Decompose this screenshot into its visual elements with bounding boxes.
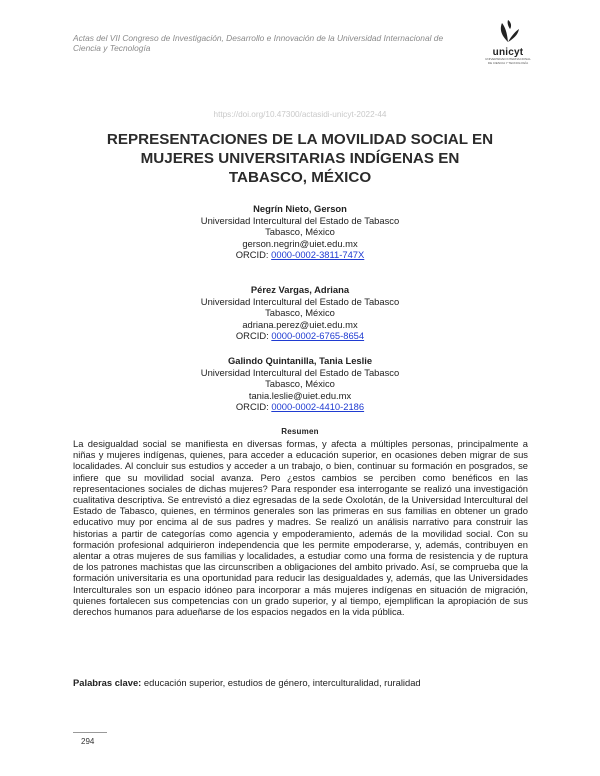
orcid-label: ORCID: bbox=[235, 401, 269, 413]
author-email[interactable]: adriana.perez@uiet.edu.mx bbox=[242, 318, 358, 330]
author-block bbox=[0, 284, 600, 342]
author-block bbox=[0, 355, 600, 413]
author-country: Tabasco, México bbox=[265, 307, 335, 319]
page-number: 294 bbox=[81, 737, 95, 746]
author-country: Tabasco, México bbox=[265, 378, 335, 390]
author-name: Negrín Nieto, Gerson bbox=[253, 203, 347, 214]
author-email[interactable]: gerson.negrin@uiet.edu.mx bbox=[242, 237, 358, 249]
keywords-line bbox=[73, 677, 528, 688]
abstract-text: La desigualdad social se manifiesta en diversas formas, y afecta a múltiples personas, principalmente a niñas y mujeres indígenas, quienes, para acceder a educación superior, en ocasiones deben migrar de sus localidades. Al concluir sus estudios y acceder a un trabajo, o bien, continuar su formación en posgrados, se infiere que su movilidad social avanza. Pero ¿estos cambios se perciben como benéficos en las representaciones sociales de dichas mujeres? Para responder esa interrogante se realizó una investigación cualitativa descriptiva. Se entrevistó a diez egresadas de la sede Oxolotán, de la Universidad Intercultural del Estado de Tabasco, quienes, en términos generales son las primeras en sus familias en obtener un grado educativo muy por encima al de sus padres y madres. Se realizó un análisis narrativo para construir las historias a partir de categorías como agencia y empoderamiento, además de la movilidad social. Con su formación profesional adquirieron independencia que les permite empoderarse, y, además, contribuyen en alentar a otras mujeres de sus familias y localidades, a estudiar como una forma de resistencia y de ruptura de los patrones machistas que las circunscriben a obligaciones del ambito privado. Así, se comprueba que la formación universitaria es una oportunidad para reducir las desigualdades y, además, que las Universidades Interculturales son un espacio idóneo para incorporar a más mujeres indígenas en situación de migración, quienes fortalecen sus competencias con un grado superior, y al tiempo, ejemplifican la apropiación de sus derechos humanos para adueñarse de los espacios negados en la vida pública. bbox=[73, 438, 528, 618]
keywords-label: Palabras clave: bbox=[73, 677, 142, 688]
author-affiliation: Universidad Intercultural del Estado de Tabasco bbox=[200, 295, 400, 307]
orcid-link[interactable]: 0000-0002-6765-8654 bbox=[271, 330, 365, 342]
orcid-link[interactable]: 0000-0002-3811-747X bbox=[271, 249, 365, 261]
orcid-label: ORCID: bbox=[235, 330, 269, 342]
author-country: Tabasco, México bbox=[265, 226, 335, 238]
unicyt-logo bbox=[485, 18, 531, 68]
doi-link[interactable]: https://doi.org/10.47300/actasidi-unicyt-2022-44 bbox=[213, 110, 387, 119]
author-orcid-line bbox=[0, 330, 600, 342]
running-header: Actas del VII Congreso de Investigación, Desarrollo e Innovación de la Universidad Internacional de Ciencia y Tecnología bbox=[73, 33, 444, 53]
author-name: Pérez Vargas, Adriana bbox=[250, 284, 350, 295]
author-block bbox=[0, 203, 600, 261]
author-email[interactable]: tania.leslie@uiet.edu.mx bbox=[248, 389, 352, 401]
logo-emblem-icon bbox=[493, 18, 523, 44]
footer-rule bbox=[73, 732, 107, 733]
author-name: Galindo Quintanilla, Tania Leslie bbox=[227, 355, 373, 366]
author-affiliation: Universidad Intercultural del Estado de Tabasco bbox=[200, 366, 400, 378]
logo-wordmark: unicyt bbox=[492, 47, 524, 58]
logo-subtext: UNIVERSIDAD INTERNACIONAL DE CIENCIA Y TECNOLOGÍA bbox=[485, 57, 531, 65]
orcid-label: ORCID: bbox=[235, 249, 269, 261]
keywords-text: educación superior, estudios de género, interculturalidad, ruralidad bbox=[143, 677, 421, 688]
author-orcid-line bbox=[0, 401, 600, 413]
orcid-link[interactable]: 0000-0002-4410-2186 bbox=[271, 401, 365, 413]
abstract-heading: Resumen bbox=[281, 427, 319, 436]
author-affiliation: Universidad Intercultural del Estado de Tabasco bbox=[200, 214, 400, 226]
author-orcid-line bbox=[0, 249, 600, 261]
paper-title: REPRESENTACIONES DE LA MOVILIDAD SOCIAL EN MUJERES UNIVERSITARIAS INDÍGENAS EN TABASCO, MÉXICO bbox=[106, 131, 494, 186]
